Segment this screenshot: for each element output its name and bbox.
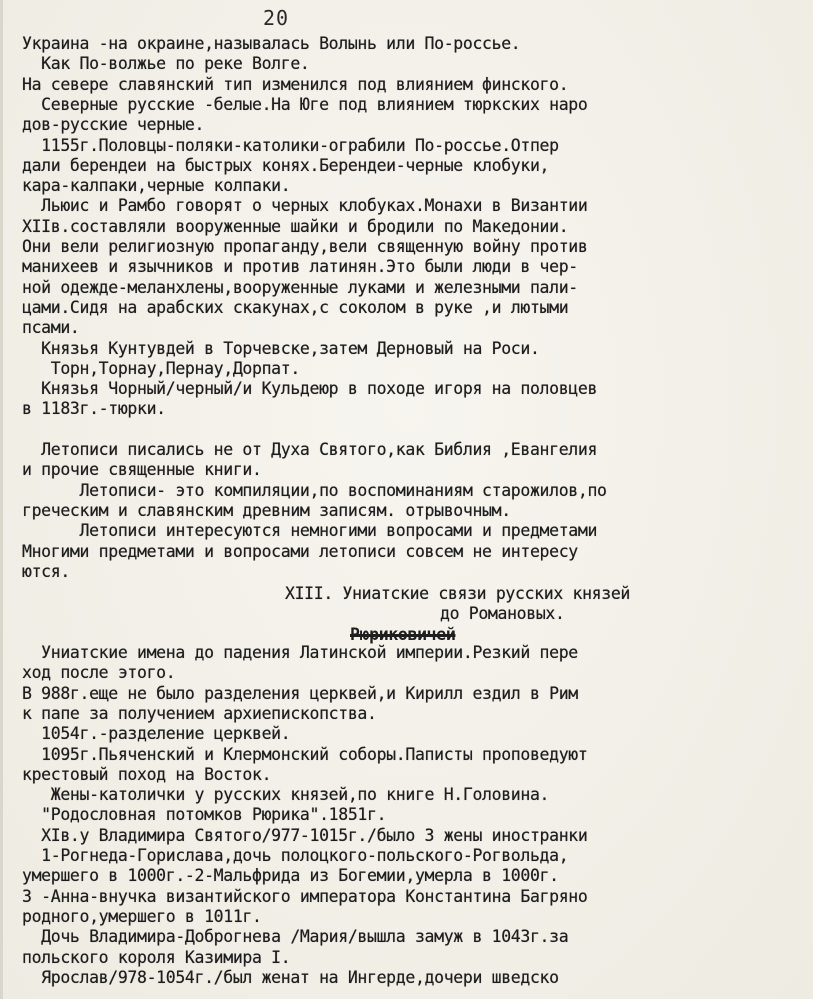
text-line: В 988г.еще не было разделения церквей,и Кирилл ездил в Рим: [22, 683, 578, 703]
text-line: Торн,Торнау,Пернау,Дорпат.: [22, 358, 300, 378]
text-line: Князья Кунтувдей в Торчевске,затем Дерновый на Роси.: [22, 338, 540, 358]
text-line: польского короля Казимира I.: [22, 947, 291, 967]
text-line: Летописи писались не от Духа Святого,как Библия ,Евангелия: [22, 440, 598, 459]
text-line: 1095г.Пьяченский и Клермонский соборы.Паписты проповедуют: [22, 744, 588, 764]
text-line: псами.: [22, 318, 80, 338]
struck-out-text: Рюриковичей: [350, 624, 456, 644]
text-line: в 1183г.-тюрки.: [22, 399, 166, 419]
text-line: "Родословная потомков Рюрика".1851г.: [22, 805, 387, 825]
text-line: Северные русские -белые.На Юге под влиянием тюркских наро: [22, 94, 588, 114]
text-line: Многими предметами и вопросами летописи совсем не интересу: [22, 541, 578, 561]
text-line: крестовый поход на Восток.: [22, 764, 272, 784]
text-line: На севере славянский тип изменился под влиянием финского.: [22, 74, 569, 94]
text-line: XIIв.составляли вооруженные шайки и бродили по Македонии.: [22, 216, 569, 236]
text-line: родного,умершего в 1011г.: [22, 906, 262, 926]
text-line: греческим и славянским древним записям. отрывочным.: [22, 500, 511, 520]
text-line: ной одежде-меланхлены,вооруженные луками и железными пали-: [22, 277, 578, 297]
text-line: манихеев и язычников и против латинян.Это были люди в чер-: [22, 257, 578, 277]
text-line: ются.: [22, 561, 70, 581]
text-line: кара-калпаки,черные колпаки.: [22, 176, 291, 196]
page-number: 20: [263, 6, 290, 30]
section-heading-line-2: до Романовых.: [440, 604, 565, 624]
text-line: и прочие священные книги.: [22, 460, 262, 480]
text-line: Летописи- это компиляции,по воспоминаниям старожилов,по: [22, 480, 607, 500]
text-line: Ярослав/978-1054г./был женат на Ингерде,дочери шведско: [22, 967, 559, 987]
text-line: 1-Рогнеда-Горислава,дочь полоцкого-польского-Рогвольда,: [22, 846, 569, 865]
text-line: Униатские имена до падения Латинской империи.Резкий пере: [22, 643, 578, 662]
text-line: цами.Сидя на арабских скакунах,с соколом в руке ,и лютыми: [22, 297, 569, 317]
text-line: 3 -Анна-внучка византийского императора Константина Багряно: [22, 886, 588, 906]
text-line: 1054г.-разделение церквей.: [22, 724, 291, 744]
text-line: 1155г.Половцы-поляки-католики-ограбили По-россье.Отпер: [22, 135, 559, 155]
section-heading: XIII. Униатские связи русских князей: [285, 584, 631, 604]
text-line: ход после этого.: [22, 663, 176, 683]
text-line: дов-русские черные.: [22, 115, 205, 135]
text-line: Летописи интересуются немногими вопросами и предметами: [22, 521, 598, 541]
text-line: XIв.у Владимира Святого/977-1015г./было 3 жены иностранки: [22, 825, 588, 845]
text-line: Они вели религиозную пропаганду,вели священную войну против: [22, 237, 588, 256]
text-line: Льюис и Рамбо говорят о черных клобуках.Монахи в Византии: [22, 196, 588, 216]
text-line: дали берендеи на быстрых конях.Берендеи-черные клобуки,: [22, 155, 550, 175]
page-fold-shadow: [0, 0, 3, 999]
text-line: Украина -на окраине,называлась Волынь или По-россье.: [22, 34, 521, 53]
text-line: Жены-католички у русских князей,по книге Н.Головина.: [22, 785, 550, 805]
text-line: умершего в 1000г.-2-Мальфрида из Богемии,умерла в 1000г.: [22, 866, 559, 886]
text-line: Князья Чорный/черный/и Кульдеюр в походе игоря на половцев: [22, 379, 598, 399]
text-line: к папе за получением архиепископства.: [22, 703, 377, 723]
text-line: Как По-волжье по реке Волге.: [22, 54, 310, 74]
text-line: Дочь Владимира-Доброгнева /Мария/вышла замуж в 1043г.за: [22, 927, 569, 947]
